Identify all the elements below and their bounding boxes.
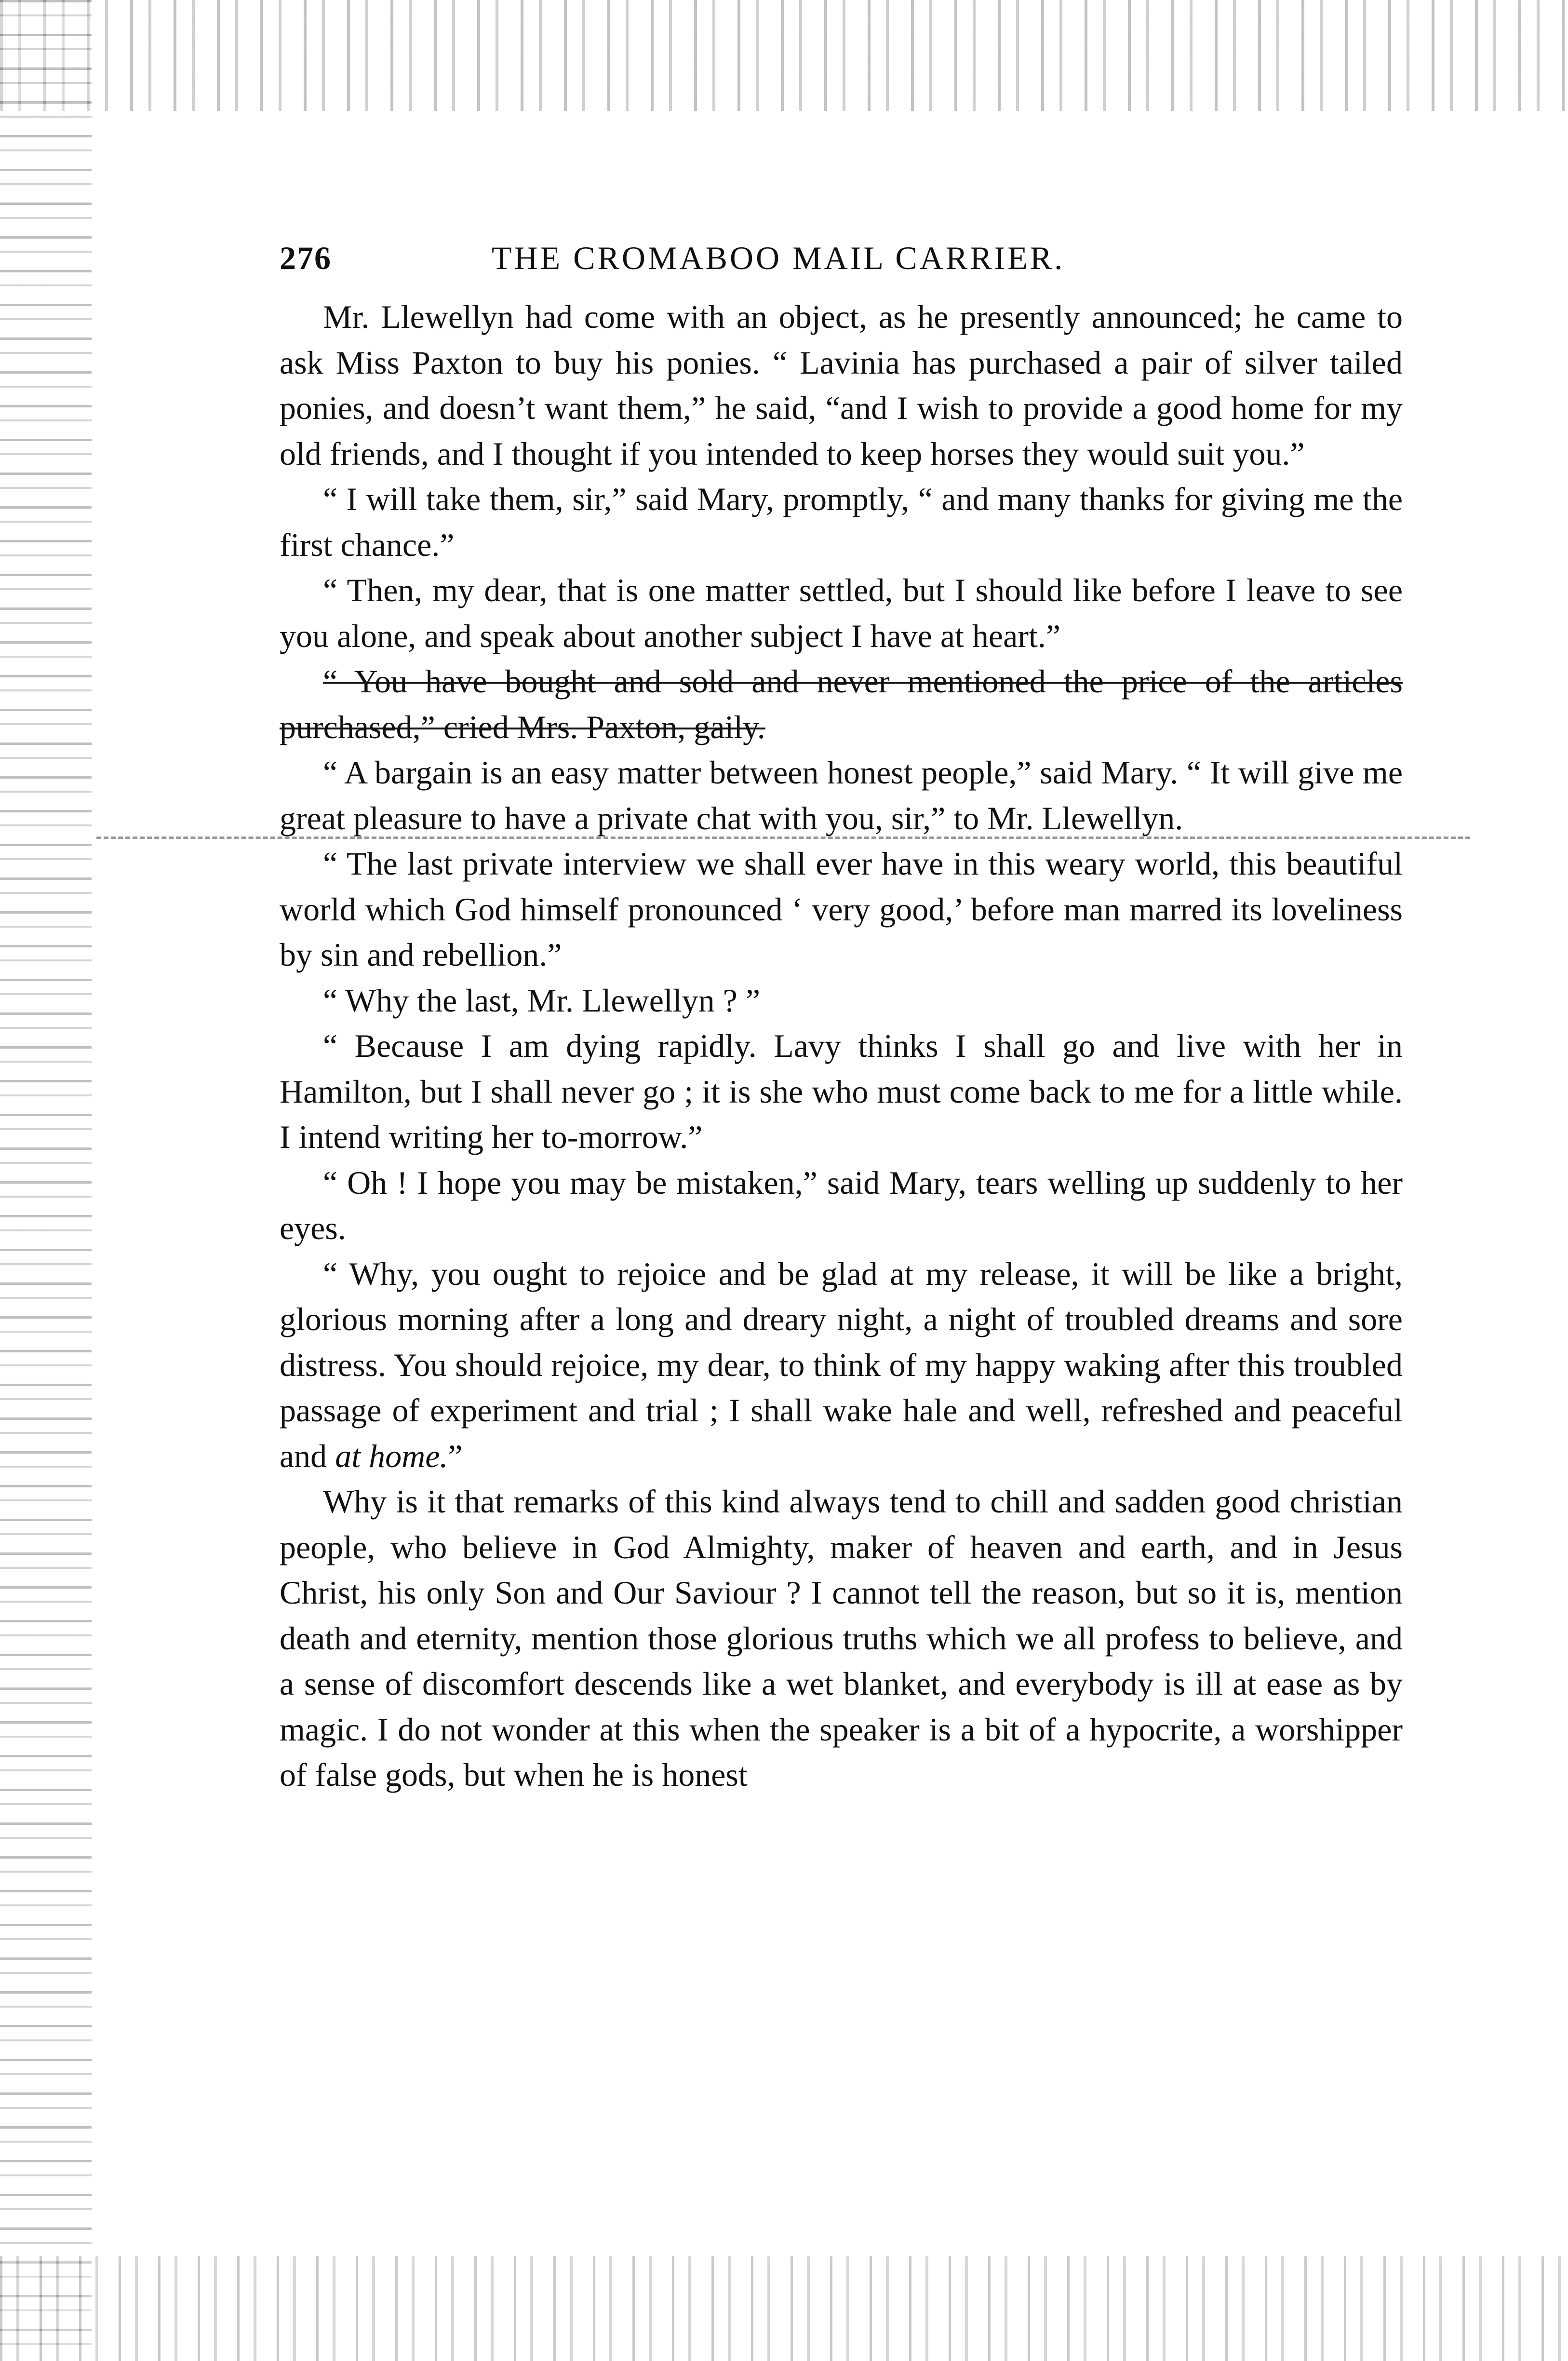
handwritten-strike-line bbox=[96, 836, 1470, 839]
body-text bbox=[280, 294, 1403, 1798]
paragraph-text: “ Why, you ought to rejoice and be glad at my release, it will be like a bright, glorious morning after a long and dreary night, a night of troubled dreams and sore distress. You should rejoice, my dear, to think of my happy waking after this troubled passage of experiment and trial ; I shall wake hale and well, refreshed and peaceful and bbox=[280, 1255, 1403, 1474]
running-head bbox=[280, 231, 1403, 284]
paragraph: “ Then, my dear, that is one matter settled, but I should like before I leave to see you alone, and speak about another subject I have at heart.” bbox=[280, 572, 1403, 654]
paragraph: Mr. Llewellyn had come with an object, as he presently announced; he came to ask Miss Paxton to buy his ponies. “ Lavinia has purchased a pair of silver tailed ponies, and doesn’t want them,” he said, “and I wish to provide a good home for my old friends, and I thought if you intended to keep horses they would suit you.” bbox=[280, 298, 1403, 472]
paragraph: “ The last private interview we shall ever have in this weary world, this beautiful world which God himself pronounced ‘ very good,’ before man marred its loveliness by sin and rebellion.” bbox=[280, 845, 1403, 973]
page-number: 276 bbox=[280, 240, 332, 276]
paragraph-struck: “ You have bought and sold and never mentioned the price of the articles purchased,” cried Mrs. Paxton, gaily. bbox=[280, 663, 1403, 745]
paragraph: “ I will take them, sir,” said Mary, promptly, “ and many thanks for giving me the first chance.” bbox=[280, 481, 1403, 563]
paragraph bbox=[280, 1251, 1403, 1479]
book-page bbox=[280, 231, 1403, 1798]
closing-quote: ” bbox=[448, 1437, 463, 1474]
running-title: THE CROMABOO MAIL CARRIER. bbox=[492, 240, 1065, 276]
paragraph: “ Oh ! I hope you may be mistaken,” said Mary, tears welling up suddenly to her eyes. bbox=[280, 1164, 1403, 1246]
scan-border-bottom bbox=[0, 2256, 1568, 2361]
paragraph: “ Because I am dying rapidly. Lavy thinks I shall go and live with her in Hamilton, but I shall never go ; it is she who must come back to me for a little while. I intend writing her to-morrow.” bbox=[280, 1027, 1403, 1155]
scan-border-top bbox=[0, 0, 1568, 111]
paragraph: “ Why the last, Mr. Llewellyn ? ” bbox=[323, 982, 761, 1019]
scan-border-left bbox=[0, 0, 92, 2361]
paragraph: Why is it that remarks of this kind always tend to chill and sadden good christian people, who believe in God Almighty, maker of heaven and earth, and in Jesus Christ, his only Son and Our Saviour ? I cannot tell the reason, but so it is, mention death and eternity, mention those glorious truths which we all profess to believe, and a sense of discomfort descends like a wet blanket, and everybody is ill at ease as by magic. I do not wonder at this when the speaker is a bit of a hypocrite, a worshipper of false gods, but when he is honest bbox=[280, 1483, 1403, 1793]
italic-phrase: at home. bbox=[335, 1437, 448, 1474]
paragraph: “ A bargain is an easy matter between honest people,” said Mary. “ It will give me great pleasure to have a private chat with you, sir,” to Mr. Llewellyn. bbox=[280, 754, 1403, 836]
